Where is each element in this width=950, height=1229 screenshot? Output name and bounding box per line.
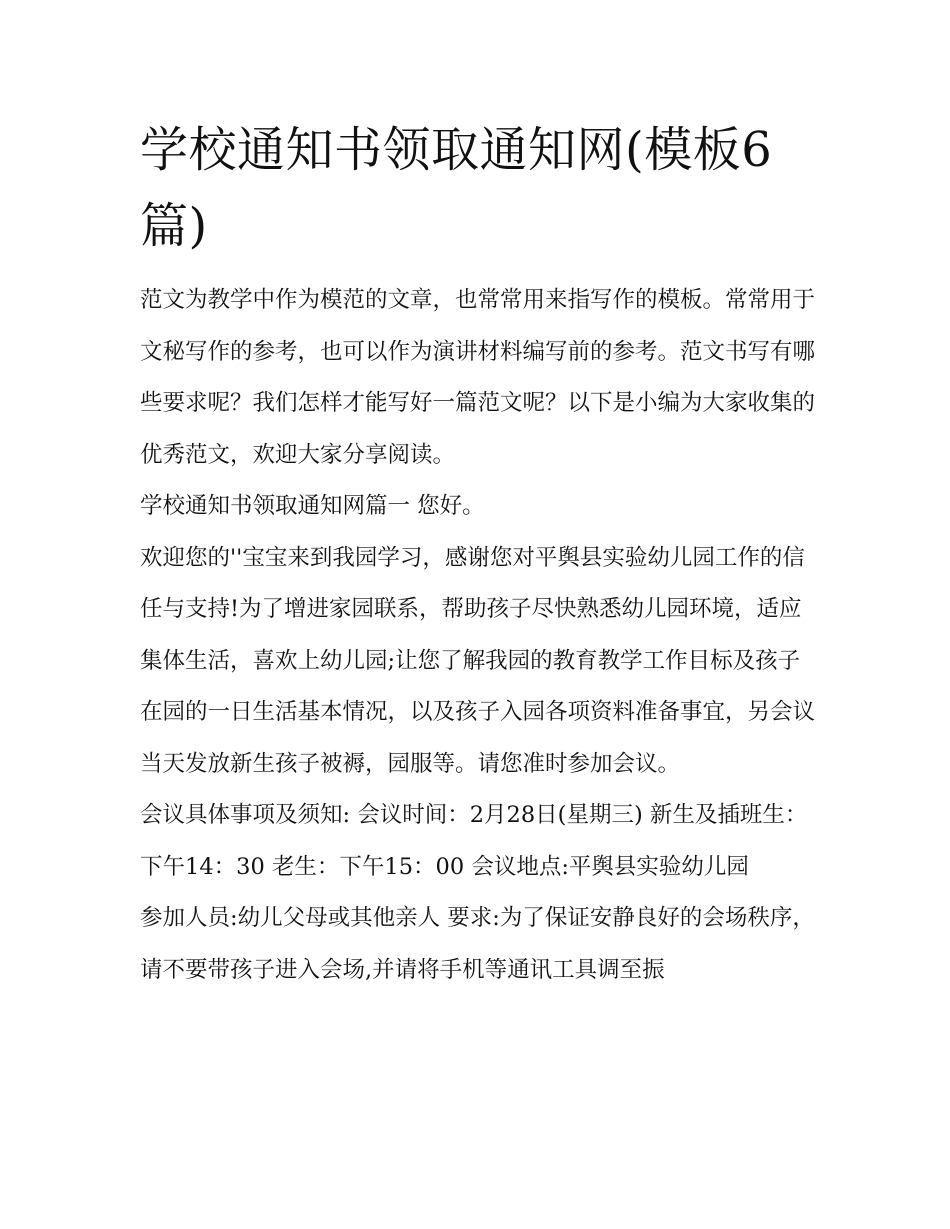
paragraph-attendees: 参加人员:幼儿父母或其他亲人 要求:为了保证安静良好的会场秩序，请不要带孩子进入会场,并请将手机等通讯工具调至振 [140, 905, 815, 983]
paragraph-section-heading: 学校通知书领取通知网篇一 您好。 [140, 493, 485, 519]
paragraph-meeting-details: 会议具体事项及须知: 会议时间：2月28日(星期三) 新生及插班生：下午14：30 老生：下午15：00 会议地点:平舆县实验幼儿园 [140, 802, 808, 880]
paragraph-intro: 范文为教学中作为模范的文章，也常常用来指写作的模板。常常用于文秘写作的参考，也可以作为演讲材料编写前的参考。范文书写有哪些要求呢？我们怎样才能写好一篇范文呢？以下是小编为大家收集的优秀范文，欢迎大家分享阅读。 [140, 287, 816, 468]
document-title: 学校通知书领取通知网(模板6篇) [140, 122, 773, 254]
document-body [140, 275, 820, 996]
paragraph-welcome: 欢迎您的''宝宝来到我园学习，感谢您对平舆县实验幼儿园工作的信任与支持!为了增进家园联系，帮助孩子尽快熟悉幼儿园环境，适应集体生活，喜欢上幼儿园;让您了解我园的教育教学工作目标及孩子在园的一日生活基本情况，以及孩子入园各项资料准备事宜，另会议当天发放新生孩子被褥，园服等。请您准时参加会议。 [140, 544, 816, 777]
